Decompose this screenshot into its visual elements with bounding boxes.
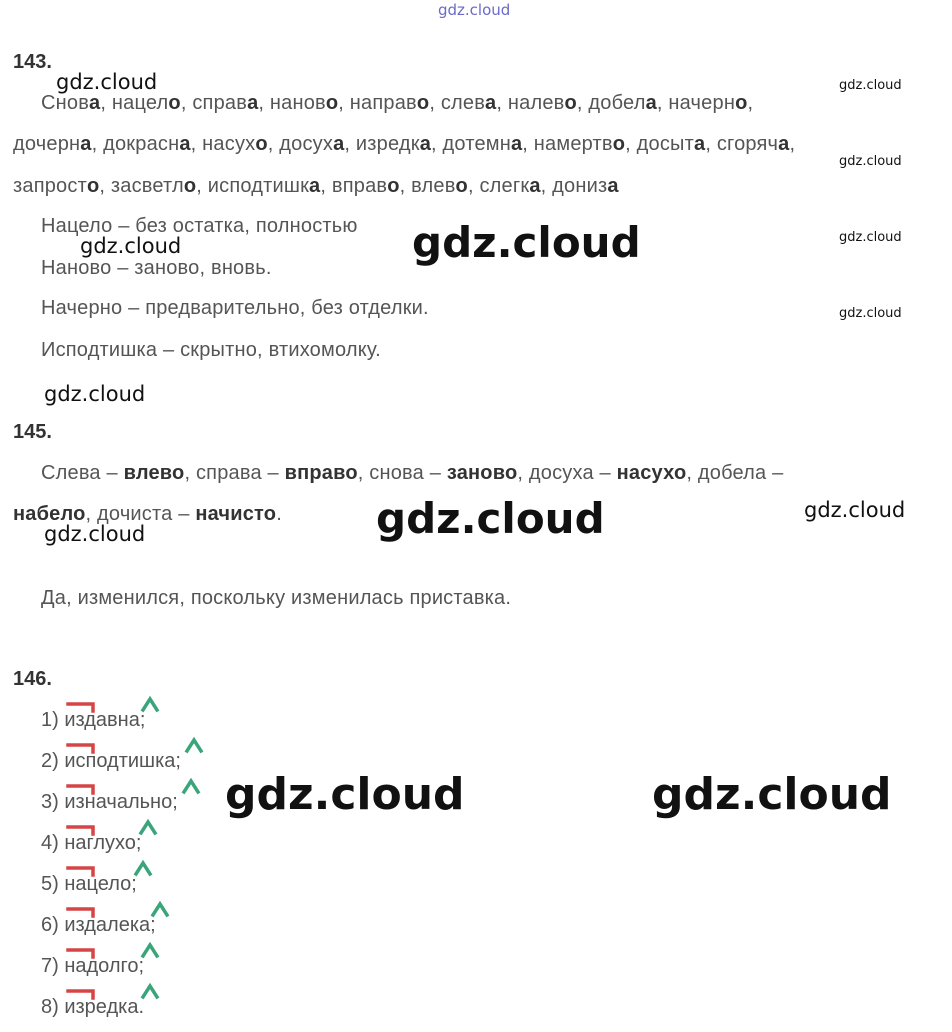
exercise-145-answer: Да, изменился, поскольку изменилась приставка.: [41, 587, 512, 609]
definition-4: Исподтишка – скрытно, втихомолку.: [41, 339, 381, 361]
prefix-mark: [68, 950, 93, 957]
suffix-mark: [141, 822, 155, 833]
list-item: 5) нацело;: [41, 873, 137, 895]
watermark: gdz.cloud: [804, 498, 906, 522]
prefix-mark: [68, 786, 93, 793]
suffix-mark: [143, 945, 157, 956]
watermark: gdz.cloud: [839, 306, 902, 321]
prefix-mark: [68, 991, 93, 998]
exercise-145-number: 145.: [13, 421, 52, 443]
list-item: 1) издавна;: [41, 709, 146, 731]
suffix-mark: [143, 699, 157, 710]
top-watermark: gdz.cloud: [438, 1, 511, 19]
list-item: 8) изредка.: [41, 996, 145, 1018]
suffix-mark: [184, 781, 198, 792]
list-item: 3) изначально;: [41, 791, 178, 813]
exercise-146-number: 146.: [13, 668, 52, 690]
watermark: gdz.cloud: [376, 494, 605, 543]
watermark: gdz.cloud: [56, 70, 158, 94]
watermark: gdz.cloud: [839, 78, 902, 93]
definition-3: Начерно – предварительно, без отделки.: [41, 297, 429, 319]
watermark: gdz.cloud: [44, 522, 146, 546]
suffix-mark: [136, 863, 150, 874]
suffix-mark: [153, 904, 167, 915]
watermark: gdz.cloud: [839, 154, 902, 169]
suffix-mark: [187, 740, 201, 751]
watermark: gdz.cloud: [225, 769, 465, 820]
exercise-145-line-2: набело, дочиста – начисто.: [13, 503, 282, 525]
list-item: 7) надолго;: [41, 955, 145, 977]
definition-1: Нацело – без остатка, полностью: [41, 215, 358, 237]
watermark: gdz.cloud: [44, 382, 146, 406]
exercise-143-line-1: Снова, нацело, справа, наново, направо, слева, налево, добела, начерно,: [41, 92, 754, 114]
exercise-143-number: 143.: [13, 51, 52, 73]
watermark: gdz.cloud: [652, 769, 892, 820]
prefix-mark: [68, 827, 93, 834]
definition-2: Наново – заново, вновь.: [41, 257, 272, 279]
list-item: 6) издалека;: [41, 914, 156, 936]
watermark: gdz.cloud: [839, 230, 902, 245]
prefix-mark: [68, 745, 93, 752]
prefix-mark: [68, 704, 93, 711]
exercise-145-line-1: Слева – влево, справа – вправо, снова – заново, досуха – насухо, добела –: [41, 462, 784, 484]
watermark: gdz.cloud: [412, 218, 641, 267]
watermark: gdz.cloud: [80, 234, 182, 258]
list-item: 4) наглухо;: [41, 832, 142, 854]
exercise-143-line-2: дочерна, докрасна, насухо, досуха, изредка, дотемна, намертво, досыта, сгоряча,: [13, 133, 796, 155]
suffix-mark: [143, 986, 157, 997]
exercise-143-line-3: запросто, засветло, исподтишка, вправо, влево, слегка, дониза: [13, 175, 619, 197]
list-item: 2) исподтишка;: [41, 750, 181, 772]
prefix-mark: [68, 909, 93, 916]
prefix-mark: [68, 868, 93, 875]
